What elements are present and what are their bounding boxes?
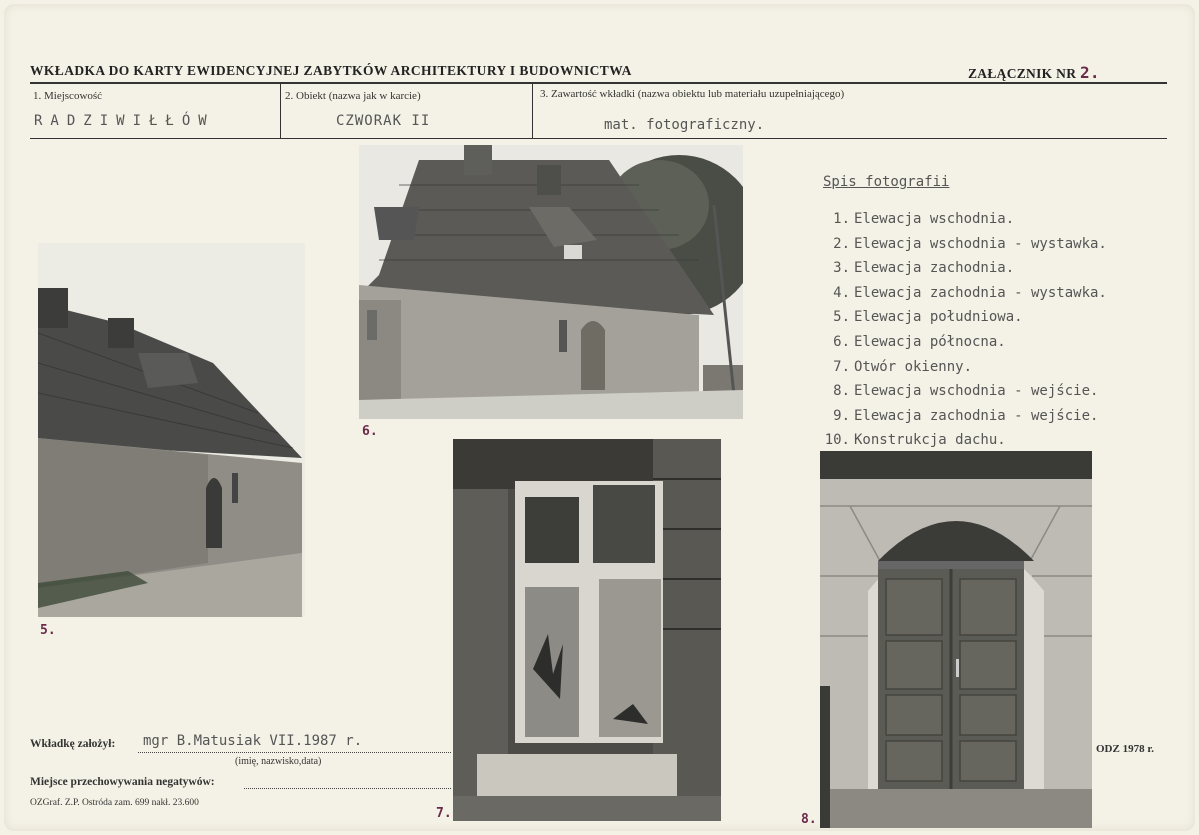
attachment-number-value: 2.: [1079, 63, 1100, 82]
photo-number: 5.: [40, 623, 56, 638]
list-item: 9. Elewacja zachodnia - wejście.: [833, 407, 1099, 424]
attachment-label: ZAŁĄCZNIK NR: [968, 66, 1077, 81]
photo-north-elevation: [359, 145, 743, 419]
fields-rule: [30, 138, 1167, 139]
negatives-line: [244, 788, 451, 789]
locality-label: 1. Miejscowość: [33, 90, 103, 102]
content-value: mat. fotograficzny.: [604, 117, 765, 133]
list-item: 2. Elewacja wschodnia - wystawka.: [833, 235, 1107, 252]
photo-list-title: Spis fotografii: [823, 174, 950, 190]
list-item: 8. Elewacja wschodnia - wejście.: [833, 383, 1099, 400]
photo-list: [810, 207, 1107, 453]
photo-south-elevation: [38, 243, 305, 617]
created-by-hint: (imię, nazwisko,data): [235, 756, 322, 767]
list-item: 5. Elewacja południowa.: [833, 309, 1023, 326]
photo-number: 8.: [801, 812, 817, 827]
list-item: 4. Elewacja zachodnia - wystawka.: [833, 284, 1107, 301]
form-code: ODZ 1978 r.: [1096, 743, 1154, 755]
printer-imprint: OZGraf. Z.P. Ostróda zam. 699 nakł. 23.600: [30, 798, 199, 808]
list-item: 3. Elewacja zachodnia.: [833, 260, 1015, 277]
card-title: WKŁADKA DO KARTY EWIDENCYJNEJ ZABYTKÓW ARCHITEKTURY I BUDOWNICTWA: [30, 63, 632, 78]
photo-window-opening: [453, 439, 721, 821]
photo-number: 6.: [362, 424, 378, 439]
list-item: 7. Otwór okienny.: [833, 358, 973, 375]
object-label: 2. Obiekt (nazwa jak w karcie): [285, 90, 421, 102]
created-by-label: Wkładkę założył:: [30, 738, 116, 750]
field-divider: [280, 84, 281, 138]
photo-entrance-door: [820, 451, 1092, 828]
negatives-label: Miejsce przechowywania negatywów:: [30, 776, 215, 788]
locality-value: RADZIWIŁŁÓW: [34, 113, 215, 129]
created-by-line: [138, 752, 451, 753]
object-value: CZWORAK II: [336, 113, 431, 129]
list-item: 10. Konstrukcja dachu.: [824, 432, 1006, 449]
header-rule: [30, 82, 1167, 84]
created-by-value: mgr B.Matusiak VII.1987 r.: [143, 733, 363, 749]
attachment-number: [968, 63, 1100, 82]
field-divider: [532, 84, 533, 138]
content-label: 3. Zawartość wkładki (nazwa obiektu lub materiału uzupełniającego): [540, 88, 845, 100]
photo-number: 7.: [436, 806, 452, 821]
list-item: 6. Elewacja północna.: [833, 333, 1006, 350]
list-item: 1. Elewacja wschodnia.: [833, 211, 1015, 227]
